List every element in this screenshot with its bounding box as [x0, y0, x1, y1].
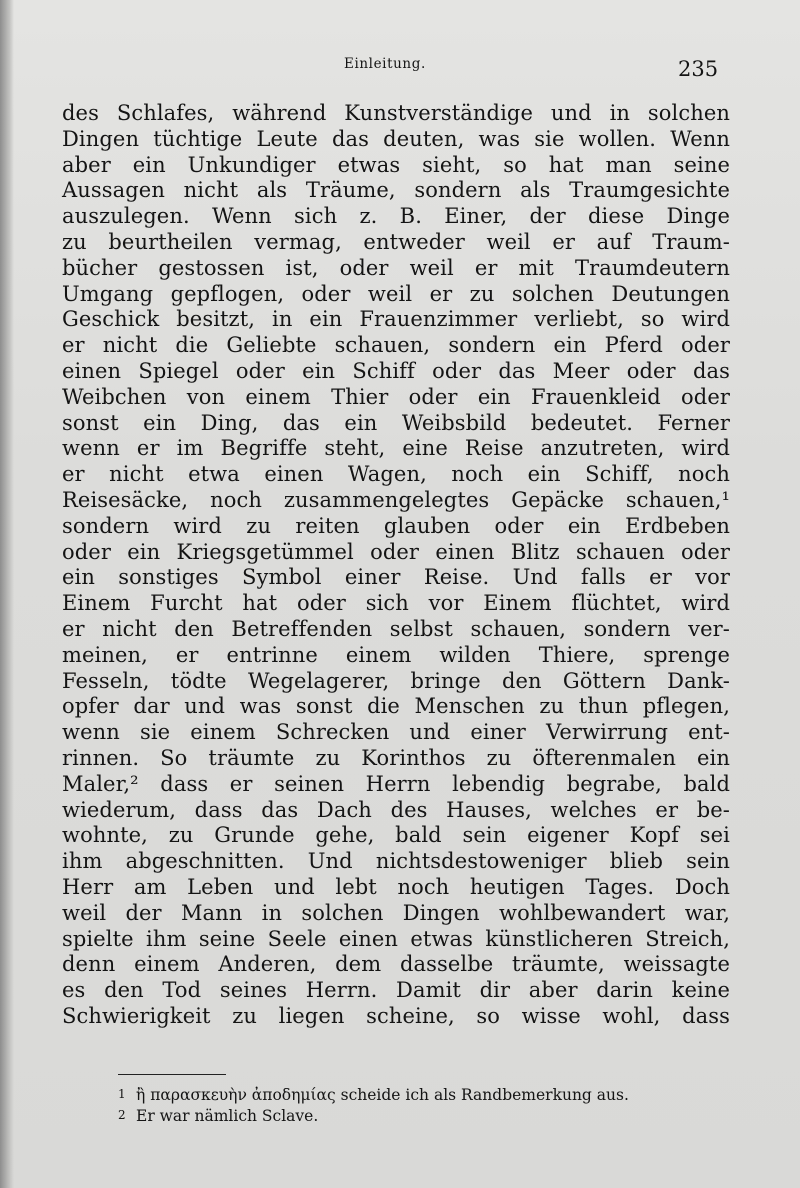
- text-line: wiederum, dass das Dach des Hauses, welches er be-: [62, 797, 730, 822]
- page-gutter-shadow: [0, 0, 14, 1188]
- text-line: Schwierigkeit zu liegen scheine, so wisse wohl, dass: [62, 1003, 730, 1028]
- text-line: meinen, er entrinne einem wilden Thiere, sprenge: [62, 642, 730, 667]
- footnotes: [118, 1085, 738, 1127]
- text-line: er nicht etwa einen Wagen, noch ein Schiff, noch: [62, 462, 730, 487]
- text-line: spielte ihm seine Seele einen etwas künstlicheren Streich,: [62, 926, 730, 951]
- running-header-title: Einleitung.: [344, 56, 426, 72]
- text-line: Fesseln, tödte Wegelagerer, bringe den Göttern Dank-: [62, 668, 730, 693]
- text-line: Aussagen nicht als Träume, sondern als Traumgesichte: [62, 178, 730, 203]
- text-line: aber ein Unkundiger etwas sieht, so hat man seine: [62, 152, 730, 177]
- text-line: es den Tod seines Herrn. Damit dir aber darin keine: [62, 978, 730, 1003]
- footnote-mark: 1: [118, 1087, 126, 1101]
- text-line: ein sonstiges Symbol einer Reise. Und falls er vor: [62, 565, 730, 590]
- text-line: Dingen tüchtige Leute das deuten, was sie wollen. Wenn: [62, 126, 730, 151]
- body-text: [62, 101, 730, 1030]
- text-line: Weibchen von einem Thier oder ein Frauenkleid oder: [62, 384, 730, 409]
- text-line: wenn sie einem Schrecken und einer Verwirrung ent-: [62, 720, 730, 745]
- text-line: Herr am Leben und lebt noch heutigen Tages. Doch: [62, 874, 730, 899]
- text-line: er nicht den Betreffenden selbst schauen, sondern ver-: [62, 616, 730, 641]
- text-line: weil der Mann in solchen Dingen wohlbewandert war,: [62, 900, 730, 925]
- text-line: zu beurtheilen vermag, entweder weil er auf Traum-: [62, 229, 730, 254]
- text-line: sondern wird zu reiten glauben oder ein Erdbeben: [62, 513, 730, 538]
- text-line: Geschick besitzt, in ein Frauenzimmer verliebt, so wird: [62, 307, 730, 332]
- text-line: wohnte, zu Grunde gehe, bald sein eigener Kopf sei: [62, 823, 730, 848]
- text-line: oder ein Kriegsgetümmel oder einen Blitz schauen oder: [62, 539, 730, 564]
- text-line: rinnen. So träumte zu Korinthos zu öfterenmalen ein: [62, 745, 730, 770]
- text-line: sonst ein Ding, das ein Weibsbild bedeutet. Ferner: [62, 410, 730, 435]
- text-line: auszulegen. Wenn sich z. B. Einer, der diese Dinge: [62, 204, 730, 229]
- text-line: er nicht die Geliebte schauen, sondern ein Pferd oder: [62, 333, 730, 358]
- text-line: opfer dar und was sonst die Menschen zu thun pflegen,: [62, 694, 730, 719]
- text-line: des Schlafes, während Kunstverständige und in solchen: [62, 101, 730, 125]
- text-line: Einem Furcht hat oder sich vor Einem flüchtet, wird: [62, 591, 730, 616]
- footnote-text: ἢ παρασκευὴν ἀποδημίας scheide ich als Randbemerkung aus.: [136, 1086, 629, 1104]
- footnote-separator: [118, 1074, 226, 1075]
- footnote: [118, 1085, 738, 1106]
- text-line: wenn er im Begriffe steht, eine Reise anzutreten, wird: [62, 436, 730, 461]
- text-line: bücher gestossen ist, oder weil er mit Traumdeutern: [62, 255, 730, 280]
- text-line: Umgang gepflogen, oder weil er zu solchen Deutungen: [62, 281, 730, 306]
- page-number: 235: [678, 57, 719, 81]
- text-line: Maler,² dass er seinen Herrn lebendig begrabe, bald: [62, 771, 730, 796]
- text-line: Reisesäcke, noch zusammengelegtes Gepäcke schauen,¹: [62, 487, 730, 512]
- footnote-text: Er war nämlich Sclave.: [136, 1107, 319, 1125]
- text-line: ihm abgeschnitten. Und nichtsdestoweniger blieb sein: [62, 849, 730, 874]
- text-line: einen Spiegel oder ein Schiff oder das Meer oder das: [62, 358, 730, 383]
- footnote-mark: 2: [118, 1108, 126, 1122]
- text-line: denn einem Anderen, dem dasselbe träumte, weissagte: [62, 952, 730, 977]
- footnote: [118, 1106, 738, 1127]
